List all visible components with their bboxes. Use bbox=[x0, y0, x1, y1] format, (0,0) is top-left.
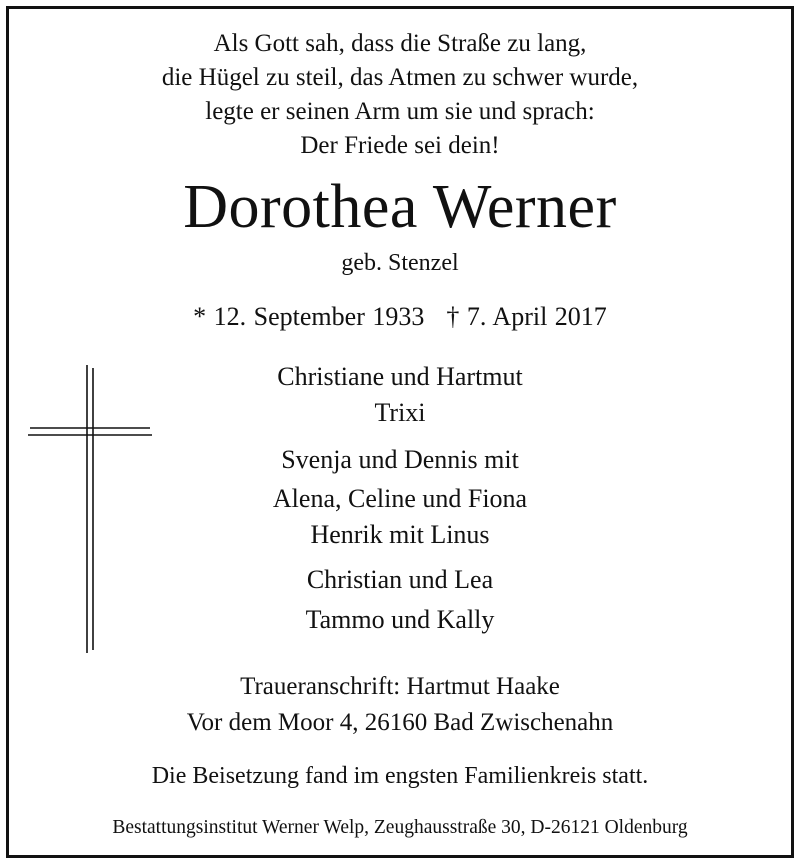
birth-date: * 12. September 1933 bbox=[193, 302, 425, 331]
poem-line-2: die Hügel zu steil, das Atmen zu schwer wurde, bbox=[161, 64, 639, 91]
undertaker-info: Bestattungsinstitut Werner Welp, Zeughausstraße 30, D-26121 Oldenburg bbox=[112, 817, 688, 838]
mourner-line: Henrik mit Linus bbox=[310, 520, 490, 549]
birth-name: geb. Stenzel bbox=[341, 250, 459, 276]
mourner-line: Tammo und Kally bbox=[305, 605, 495, 634]
mourner-line: Alena, Celine und Fiona bbox=[272, 484, 528, 513]
mourner-line: Christiane und Hartmut bbox=[277, 362, 523, 391]
deceased-name: Dorothea Werner bbox=[183, 173, 617, 241]
mourner-line: Christian und Lea bbox=[306, 565, 494, 594]
death-date: † 7. April 2017 bbox=[446, 302, 607, 331]
poem-line-4: Der Friede sei dein! bbox=[300, 132, 500, 159]
address-line-1: Traueranschrift: Hartmut Haake bbox=[240, 673, 560, 700]
mourner-line: Trixi bbox=[374, 398, 426, 427]
poem-line-3: legte er seinen Arm um sie und sprach: bbox=[205, 98, 595, 125]
poem-line-1: Als Gott sah, dass die Straße zu lang, bbox=[213, 30, 587, 57]
funeral-notice: Die Beisetzung fand im engsten Familienkreis statt. bbox=[151, 763, 649, 789]
address-line-2: Vor dem Moor 4, 26160 Bad Zwischenahn bbox=[186, 709, 614, 736]
mourner-line: Svenja und Dennis mit bbox=[281, 445, 519, 474]
